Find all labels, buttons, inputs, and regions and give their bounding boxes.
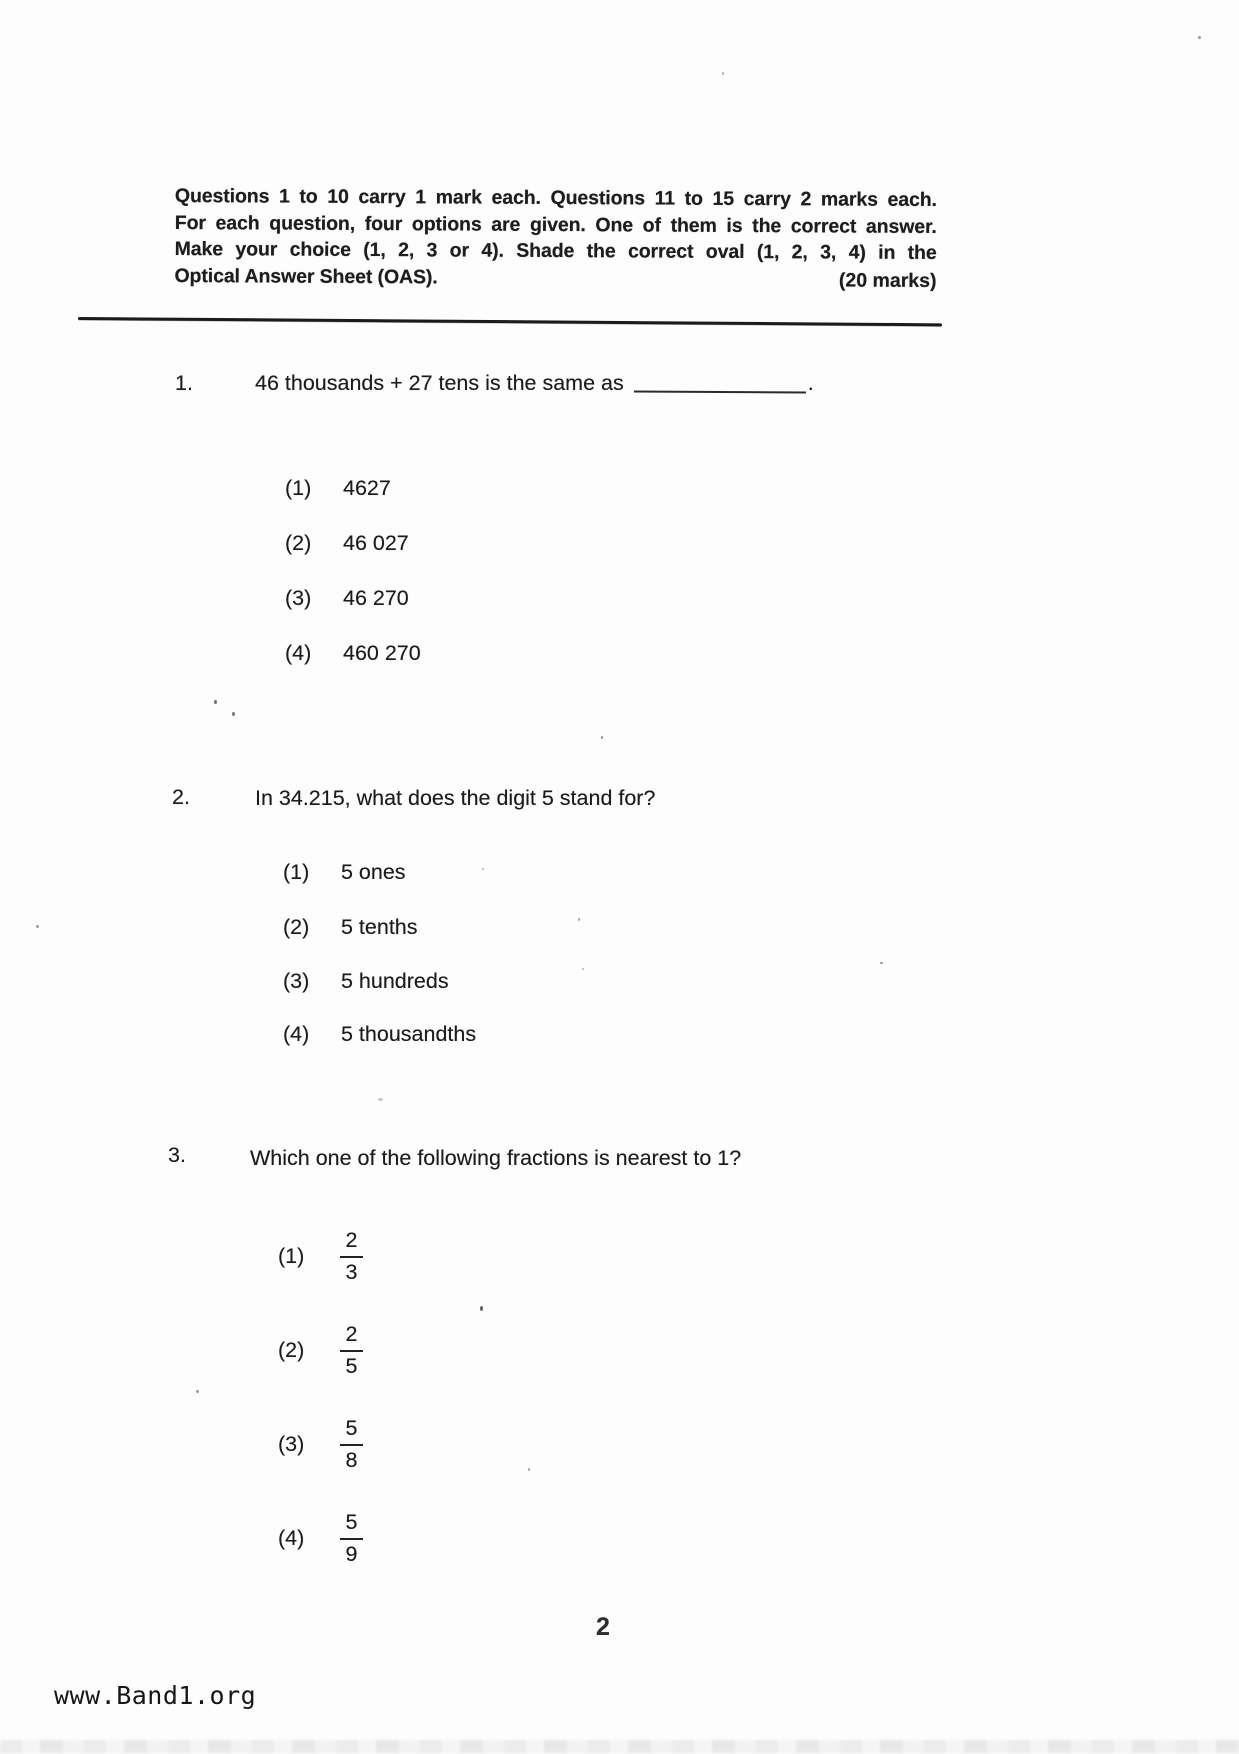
- option-label: (3): [285, 586, 312, 610]
- q3-option-3: [278, 1418, 363, 1471]
- q1-option-1: [285, 476, 391, 501]
- scan-speck: [196, 1390, 199, 1393]
- scan-edge-band: [0, 1740, 1239, 1753]
- option-label: (1): [285, 476, 312, 500]
- option-label: (4): [283, 1022, 310, 1046]
- instructions-line-1: Questions 1 to 10 carry 1 mark each. Questions 11 to 15 carry 2 marks each.: [174, 184, 937, 211]
- q1-option-2: [285, 531, 409, 556]
- q2-option-2: [283, 915, 418, 940]
- q3-option-4: [278, 1512, 363, 1565]
- option-value: 5 tenths: [341, 915, 418, 939]
- fraction-bar: [340, 1350, 363, 1352]
- fraction-bar: [340, 1444, 363, 1446]
- instructions-line-3: Make your choice (1, 2, 3 or 4). Shade the correct oval (1, 2, 3, 4) in the: [174, 237, 937, 264]
- q1-option-4: [285, 641, 421, 666]
- q2-option-4: [283, 1022, 476, 1047]
- scan-speck: [601, 736, 603, 739]
- fraction-bar: [340, 1256, 363, 1258]
- option-label: (3): [278, 1432, 305, 1457]
- section-marks: (20 marks): [838, 269, 937, 292]
- scan-speck: [880, 962, 883, 964]
- option-value: 460 270: [343, 641, 421, 665]
- fraction-denominator: 5: [345, 1353, 358, 1378]
- option-label: (2): [278, 1338, 305, 1363]
- fraction: [340, 1418, 363, 1471]
- scan-speck: [378, 1098, 383, 1101]
- question-2-text: In 34.215, what does the digit 5 stand for?: [255, 786, 656, 810]
- fraction-bar: [340, 1538, 363, 1540]
- question-1-text: [255, 371, 814, 396]
- fraction: [340, 1230, 363, 1283]
- page-number: 2: [596, 1613, 610, 1641]
- fraction-numerator: 5: [345, 1510, 358, 1534]
- option-label: (4): [285, 641, 312, 665]
- option-value: 5 hundreds: [341, 969, 449, 993]
- answer-blank-suffix: .: [807, 371, 814, 395]
- scan-speck: [722, 72, 724, 75]
- scan-speck: [214, 700, 217, 704]
- q2-option-1: [283, 860, 406, 885]
- q1-option-3: [285, 586, 409, 611]
- scan-speck: [36, 925, 39, 928]
- instructions-line-2: For each question, four options are given. One of them is the correct answer.: [174, 211, 937, 238]
- fraction-numerator: 2: [345, 1228, 358, 1252]
- option-value: 5 ones: [341, 860, 406, 884]
- section-divider-rule: [78, 317, 942, 326]
- answer-blank-line: [634, 386, 806, 394]
- option-label: (4): [278, 1526, 305, 1551]
- question-1-stem: 46 thousands + 27 tens is the same as: [255, 371, 624, 395]
- scan-speck: [480, 1306, 483, 1311]
- question-3-text: Which one of the following fractions is nearest to 1?: [250, 1146, 742, 1170]
- fraction: [340, 1512, 363, 1565]
- fraction: [340, 1324, 363, 1377]
- option-value: 5 thousandths: [341, 1022, 477, 1046]
- fraction-numerator: 5: [345, 1416, 358, 1440]
- question-3-number: 3.: [168, 1143, 186, 1167]
- option-label: (1): [278, 1244, 305, 1269]
- instructions-line-4: Optical Answer Sheet (OAS).: [174, 264, 438, 288]
- option-label: (2): [283, 915, 310, 939]
- q3-option-2: [278, 1324, 363, 1377]
- watermark-url: www.Band1.org: [54, 1681, 257, 1710]
- scan-speck: [528, 1468, 530, 1471]
- scan-speck: [582, 968, 584, 970]
- q2-option-3: [283, 969, 449, 994]
- option-value: 46 270: [343, 586, 409, 610]
- option-value: 4627: [343, 476, 391, 500]
- q3-option-1: [278, 1230, 363, 1283]
- instructions-block: [174, 183, 937, 293]
- scan-speck: [232, 712, 235, 716]
- option-label: (2): [285, 531, 312, 555]
- fraction-denominator: 9: [345, 1541, 358, 1566]
- question-1-number: 1.: [175, 371, 193, 395]
- fraction-denominator: 3: [345, 1259, 358, 1284]
- option-value: 46 027: [343, 531, 409, 555]
- option-label: (1): [283, 860, 310, 884]
- scan-speck: [1198, 36, 1201, 39]
- question-2-number: 2.: [172, 785, 190, 809]
- scan-speck: [578, 918, 580, 921]
- option-label: (3): [283, 969, 310, 993]
- scan-speck: [482, 868, 484, 870]
- fraction-numerator: 2: [345, 1322, 358, 1346]
- fraction-denominator: 8: [345, 1447, 358, 1472]
